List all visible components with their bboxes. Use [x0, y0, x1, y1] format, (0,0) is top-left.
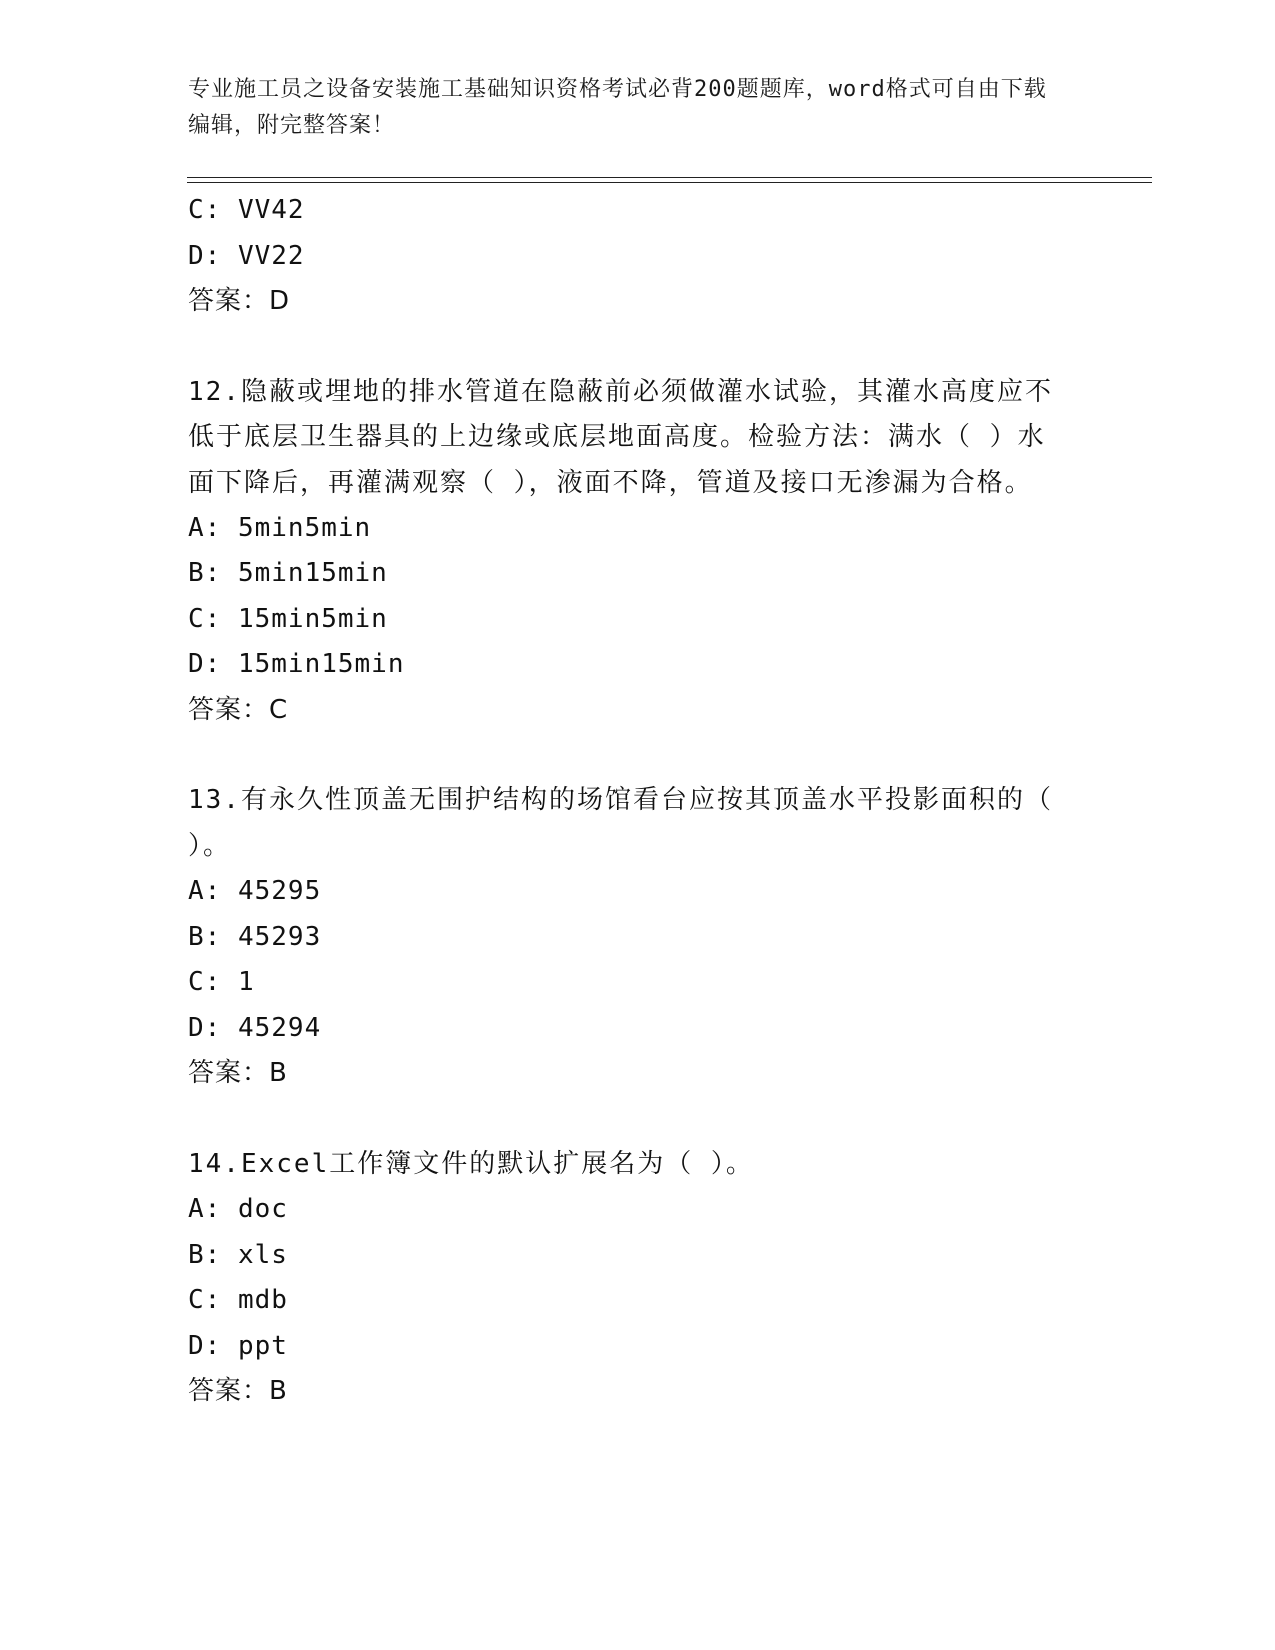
option-c: C: VV42: [188, 195, 305, 225]
question-continuation: [188, 188, 1068, 325]
document-header: 专业施工员之设备安装施工基础知识资格考试必背200题题库，word格式可自由下载编辑，附完整答案！: [188, 77, 1047, 138]
option-d: D: ppt: [188, 1330, 288, 1361]
option-b: B: 5min15min: [188, 558, 388, 588]
answer-label: 答案：C: [188, 694, 289, 725]
header-rule-bottom: [187, 182, 1152, 183]
answer-label: 答案：B: [188, 1376, 288, 1406]
option-a: A: 5min5min: [188, 512, 372, 543]
option-b: B: 45293: [188, 921, 322, 952]
option-c: C: mdb: [188, 1285, 288, 1315]
option-c: C: 1: [188, 967, 255, 997]
question-13: [188, 778, 1068, 1097]
question-text: 13.有永久性顶盖无围护结构的场馆看台应按其顶盖水平投影面积的（ ）。: [188, 785, 1053, 861]
header-rule-top: [187, 177, 1152, 178]
option-d: D: VV22: [188, 240, 305, 271]
answer-label: 答案：B: [188, 1058, 288, 1088]
option-c: C: 15min5min: [188, 603, 388, 634]
option-d: D: 45294: [188, 1012, 322, 1043]
option-a: A: doc: [188, 1194, 288, 1224]
option-b: B: xls: [188, 1239, 288, 1270]
question-text: 12.隐蔽或埋地的排水管道在隐蔽前必须做灌水试验，其灌水高度应不低于底层卫生器具的上边缘或底层地面高度。检验方法：满水（ ）水面下降后，再灌满观察（ ），液面不降，管道及接口无渗漏为合格。: [188, 376, 1053, 498]
answer-label: 答案：D: [188, 286, 291, 316]
document-body: [188, 188, 1068, 1415]
question-text: 14.Excel工作簿文件的默认扩展名为（ ）。: [188, 1148, 754, 1179]
question-14: [188, 1142, 1068, 1415]
question-12: [188, 370, 1068, 734]
option-d: D: 15min15min: [188, 649, 405, 679]
option-a: A: 45295: [188, 876, 322, 906]
